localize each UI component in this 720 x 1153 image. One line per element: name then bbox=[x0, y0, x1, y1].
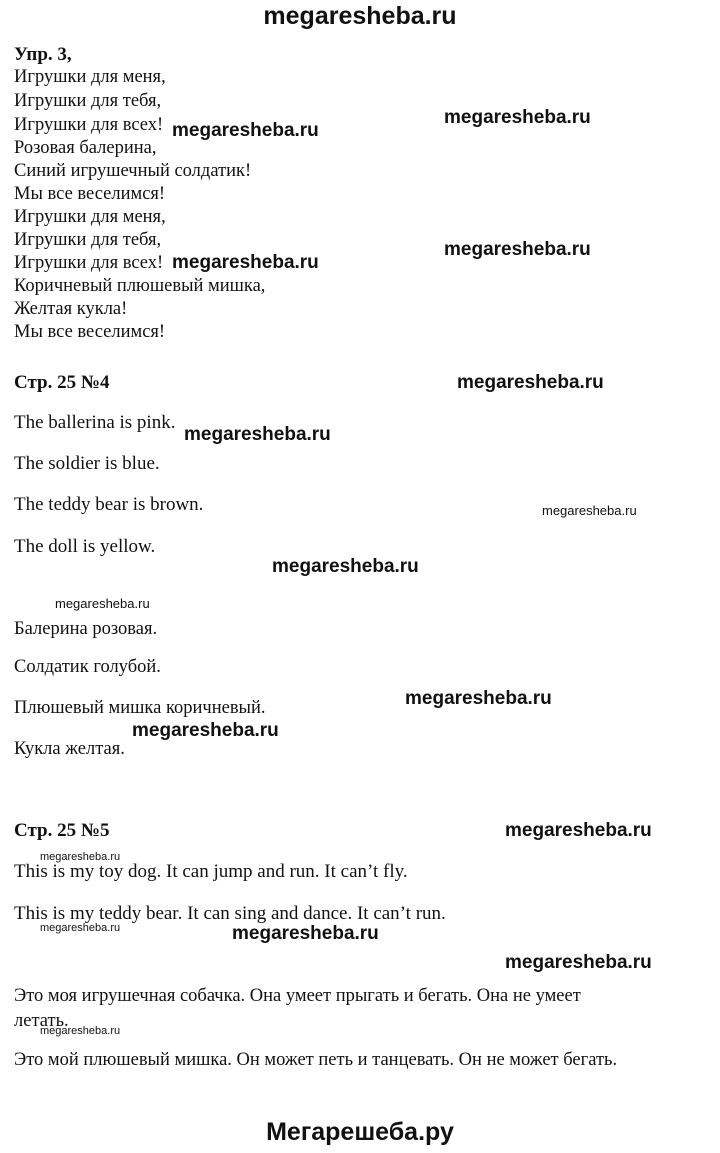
watermark: megaresheba.ru bbox=[444, 107, 591, 128]
poem-line: Игрушки для тебя, bbox=[14, 230, 162, 250]
russian-sentence: Плюшевый мишка коричневый. bbox=[14, 698, 266, 718]
english-sentence: The doll is yellow. bbox=[14, 536, 156, 557]
poem-line: Игрушки для меня, bbox=[14, 67, 166, 87]
watermark: megaresheba.ru bbox=[172, 120, 319, 141]
russian-sentence: Балерина розовая. bbox=[14, 619, 158, 639]
page25-no4-heading: Стр. 25 №4 bbox=[14, 372, 110, 393]
english-sentence: The ballerina is pink. bbox=[14, 412, 176, 433]
poem-line: Синий игрушечный солдатик! bbox=[14, 161, 252, 181]
watermark: megaresheba.ru bbox=[55, 596, 150, 611]
russian-sentence: Солдатик голубой. bbox=[14, 657, 161, 677]
english-sentence: The teddy bear is brown. bbox=[14, 494, 204, 515]
poem-line: Игрушки для всех! bbox=[14, 253, 164, 273]
poem-line: Мы все веселимся! bbox=[14, 184, 166, 204]
watermark: megaresheba.ru bbox=[232, 923, 379, 944]
page25-no5-heading: Стр. 25 №5 bbox=[14, 820, 110, 841]
watermark: megaresheba.ru bbox=[172, 252, 319, 273]
poem-line: Игрушки для меня, bbox=[14, 207, 166, 227]
watermark: megaresheba.ru bbox=[457, 372, 604, 393]
russian-sentence: летать. bbox=[14, 1011, 69, 1031]
exercise-3-heading: Упр. 3, bbox=[14, 44, 72, 65]
poem-line: Мы все веселимся! bbox=[14, 322, 166, 342]
poem-line: Игрушки для всех! bbox=[14, 115, 164, 135]
poem-line: Розовая балерина, bbox=[14, 138, 157, 158]
poem-line: Игрушки для тебя, bbox=[14, 91, 162, 111]
watermark: megaresheba.ru bbox=[132, 720, 279, 741]
russian-sentence: Это моя игрушечная собачка. Она умеет прыгать и бегать. Она не умеет bbox=[14, 986, 581, 1006]
english-sentence: This is my toy dog. It can jump and run. It can’t fly. bbox=[14, 861, 408, 882]
watermark: megaresheba.ru bbox=[40, 922, 121, 934]
russian-sentence: Кукла желтая. bbox=[14, 739, 125, 759]
watermark: megaresheba.ru bbox=[40, 851, 121, 863]
english-sentence: This is my teddy bear. It can sing and dance. It can’t run. bbox=[14, 903, 446, 924]
site-header: megaresheba.ru bbox=[263, 2, 457, 30]
watermark: megaresheba.ru bbox=[272, 556, 419, 577]
watermark: megaresheba.ru bbox=[505, 820, 652, 841]
site-footer: Мегарешеба.ру bbox=[266, 1118, 454, 1146]
russian-sentence: Это мой плюшевый мишка. Он может петь и танцевать. Он не может бегать. bbox=[14, 1050, 618, 1070]
watermark: megaresheba.ru bbox=[405, 688, 552, 709]
english-sentence: The soldier is blue. bbox=[14, 453, 160, 474]
poem-line: Коричневый плюшевый мишка, bbox=[14, 276, 266, 296]
watermark: megaresheba.ru bbox=[505, 952, 652, 973]
watermark: megaresheba.ru bbox=[542, 503, 637, 518]
watermark: megaresheba.ru bbox=[444, 239, 591, 260]
watermark: megaresheba.ru bbox=[40, 1025, 121, 1037]
poem-line: Желтая кукла! bbox=[14, 299, 128, 319]
watermark: megaresheba.ru bbox=[184, 424, 331, 445]
